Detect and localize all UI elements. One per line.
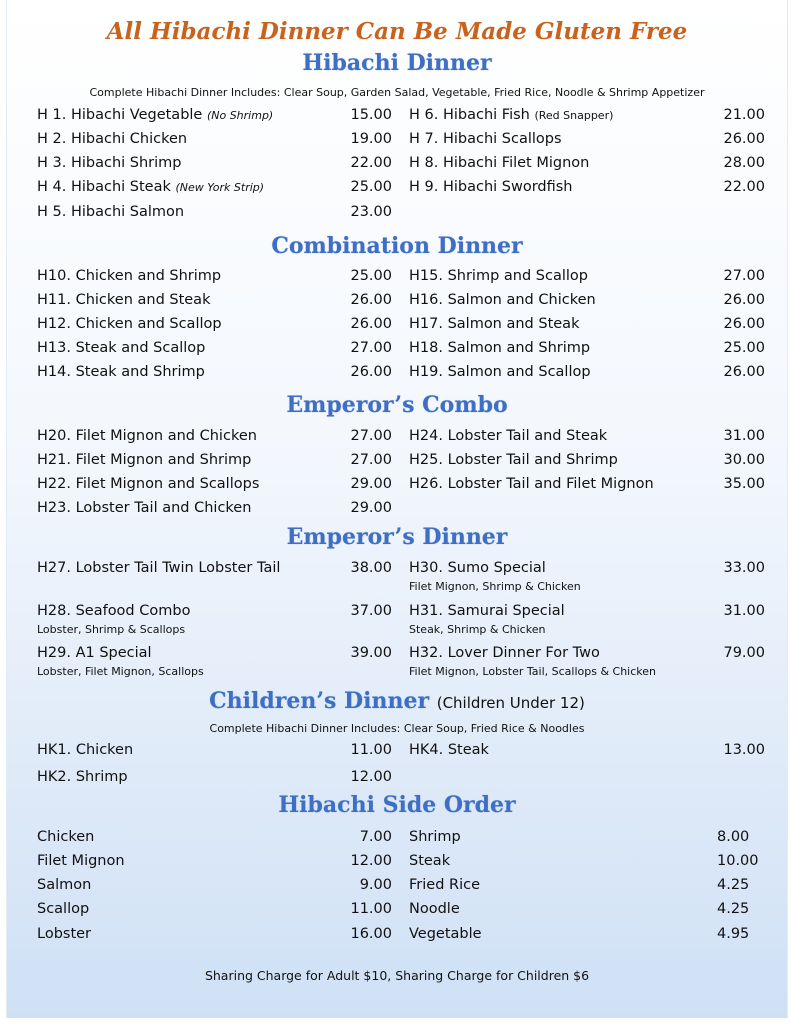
item-name: H13. Steak and Scallop bbox=[37, 340, 206, 356]
item-description: Filet Mignon, Lobster Tail, Scallops & Chicken bbox=[409, 665, 657, 678]
item-price: 21.00 bbox=[723, 107, 765, 123]
item-price: 9.00 bbox=[359, 877, 392, 893]
emperors-combo-title: Emperor’s Combo bbox=[286, 392, 508, 418]
item-name: H 5. Hibachi Salmon bbox=[37, 204, 185, 220]
item-name: H20. Filet Mignon and Chicken bbox=[37, 428, 257, 444]
item-price: 26.00 bbox=[350, 364, 392, 380]
item-price: 26.00 bbox=[723, 316, 765, 332]
item-name: H19. Salmon and Scallop bbox=[409, 364, 591, 380]
item-description: Steak, Shrimp & Chicken bbox=[409, 623, 546, 636]
item-qualifier: (New York Strip) bbox=[175, 181, 265, 194]
item-price: 35.00 bbox=[723, 476, 765, 492]
item-price: 25.00 bbox=[723, 340, 765, 356]
item-qualifier: (Red Snapper) bbox=[534, 109, 614, 122]
hibachi-dinner-title: Hibachi Dinner bbox=[302, 50, 492, 76]
item-price: 30.00 bbox=[723, 452, 765, 468]
menu-page bbox=[6, 0, 788, 1018]
item-price: 29.00 bbox=[350, 476, 392, 492]
sharing-charge-note: Sharing Charge for Adult $10, Sharing Charge for Children $6 bbox=[204, 968, 590, 983]
item-name: H 7. Hibachi Scallops bbox=[409, 131, 562, 147]
item-name: H25. Lobster Tail and Shrimp bbox=[409, 452, 618, 468]
item-name: H 9. Hibachi Swordfish bbox=[409, 179, 573, 195]
item-name: H 3. Hibachi Shrimp bbox=[37, 155, 182, 171]
hibachi-dinner-includes: Complete Hibachi Dinner Includes: Clear Soup, Garden Salad, Vegetable, Fried Rice, Noodle & Shrimp Appetizer bbox=[89, 86, 705, 99]
item-price: 31.00 bbox=[723, 603, 765, 619]
item-price: 16.00 bbox=[350, 926, 392, 942]
childrens-dinner-title: Children’s Dinner (Children Under 12) bbox=[209, 688, 585, 714]
item-name: Noodle bbox=[409, 901, 460, 917]
item-price: 12.00 bbox=[350, 769, 392, 785]
item-price: 25.00 bbox=[350, 268, 392, 284]
item-price: 11.00 bbox=[350, 742, 392, 758]
item-description: Lobster, Filet Mignon, Scallops bbox=[37, 665, 204, 678]
item-price: 4.95 bbox=[717, 926, 750, 942]
item-name: HK2. Shrimp bbox=[37, 769, 128, 785]
item-name: H11. Chicken and Steak bbox=[37, 292, 211, 308]
item-price: 79.00 bbox=[723, 645, 765, 661]
item-name: Shrimp bbox=[409, 829, 461, 845]
item-price: 22.00 bbox=[723, 179, 765, 195]
item-price: 25.00 bbox=[350, 179, 392, 195]
item-price: 39.00 bbox=[350, 645, 392, 661]
item-name: H22. Filet Mignon and Scallops bbox=[37, 476, 260, 492]
item-name: H24. Lobster Tail and Steak bbox=[409, 428, 608, 444]
item-name: H28. Seafood Combo bbox=[37, 603, 191, 619]
item-price: 19.00 bbox=[350, 131, 392, 147]
item-name: H31. Samurai Special bbox=[409, 603, 565, 619]
item-price: 26.00 bbox=[723, 292, 765, 308]
item-name: H16. Salmon and Chicken bbox=[409, 292, 596, 308]
item-name: Chicken bbox=[37, 829, 95, 845]
item-name: Fried Rice bbox=[409, 877, 481, 893]
item-price: 26.00 bbox=[723, 131, 765, 147]
item-price: 28.00 bbox=[723, 155, 765, 171]
childrens-dinner-includes: Complete Hibachi Dinner Includes: Clear Soup, Fried Rice & Noodles bbox=[209, 722, 585, 735]
side-order-title: Hibachi Side Order bbox=[278, 792, 516, 818]
item-price: 26.00 bbox=[723, 364, 765, 380]
item-price: 10.00 bbox=[717, 853, 759, 869]
gluten-free-banner: All Hibachi Dinner Can Be Made Gluten Free bbox=[106, 18, 688, 45]
item-name: H32. Lover Dinner For Two bbox=[409, 645, 600, 661]
item-name: H12. Chicken and Scallop bbox=[37, 316, 222, 332]
item-name: H 4. Hibachi Steak (New York Strip) bbox=[37, 179, 265, 195]
item-price: 27.00 bbox=[350, 452, 392, 468]
item-name: H23. Lobster Tail and Chicken bbox=[37, 500, 252, 516]
item-price: 27.00 bbox=[350, 428, 392, 444]
item-price: 38.00 bbox=[350, 560, 392, 576]
item-name: H10. Chicken and Shrimp bbox=[37, 268, 222, 284]
item-price: 23.00 bbox=[350, 204, 392, 220]
item-name: H29. A1 Special bbox=[37, 645, 152, 661]
item-name: H14. Steak and Shrimp bbox=[37, 364, 205, 380]
item-name: Salmon bbox=[37, 877, 92, 893]
item-price: 4.25 bbox=[717, 901, 750, 917]
item-name: H21. Filet Mignon and Shrimp bbox=[37, 452, 252, 468]
item-price: 8.00 bbox=[717, 829, 750, 845]
item-name: Vegetable bbox=[409, 926, 482, 942]
item-name: Filet Mignon bbox=[37, 853, 125, 869]
emperors-dinner-title: Emperor’s Dinner bbox=[286, 524, 508, 550]
item-name: HK1. Chicken bbox=[37, 742, 134, 758]
item-price: 4.25 bbox=[717, 877, 750, 893]
item-name: H18. Salmon and Shrimp bbox=[409, 340, 591, 356]
item-price: 31.00 bbox=[723, 428, 765, 444]
item-name: H27. Lobster Tail Twin Lobster Tail bbox=[37, 560, 281, 576]
item-price: 13.00 bbox=[723, 742, 765, 758]
item-name: Scallop bbox=[37, 901, 90, 917]
item-name: H 8. Hibachi Filet Mignon bbox=[409, 155, 590, 171]
item-name: H30. Sumo Special bbox=[409, 560, 546, 576]
item-description: Filet Mignon, Shrimp & Chicken bbox=[409, 580, 581, 593]
item-price: 15.00 bbox=[350, 107, 392, 123]
item-price: 12.00 bbox=[350, 853, 392, 869]
item-name: H 6. Hibachi Fish (Red Snapper) bbox=[409, 107, 614, 123]
item-name: HK4. Steak bbox=[409, 742, 489, 758]
item-description: Lobster, Shrimp & Scallops bbox=[37, 623, 186, 636]
item-name: Lobster bbox=[37, 926, 92, 942]
item-price: 27.00 bbox=[350, 340, 392, 356]
combination-dinner-title: Combination Dinner bbox=[271, 233, 523, 259]
item-price: 27.00 bbox=[723, 268, 765, 284]
item-name: H 1. Hibachi Vegetable (No Shrimp) bbox=[37, 107, 274, 123]
item-name: H15. Shrimp and Scallop bbox=[409, 268, 588, 284]
childrens-dinner-age-note: (Children Under 12) bbox=[436, 694, 585, 712]
item-price: 29.00 bbox=[350, 500, 392, 516]
item-price: 37.00 bbox=[350, 603, 392, 619]
item-name: Steak bbox=[409, 853, 451, 869]
item-price: 22.00 bbox=[350, 155, 392, 171]
item-name: H26. Lobster Tail and Filet Mignon bbox=[409, 476, 654, 492]
item-name: H 2. Hibachi Chicken bbox=[37, 131, 188, 147]
item-qualifier: (No Shrimp) bbox=[206, 109, 274, 122]
item-price: 33.00 bbox=[723, 560, 765, 576]
item-price: 26.00 bbox=[350, 292, 392, 308]
item-name: H17. Salmon and Steak bbox=[409, 316, 580, 332]
item-price: 26.00 bbox=[350, 316, 392, 332]
item-price: 7.00 bbox=[359, 829, 392, 845]
item-price: 11.00 bbox=[350, 901, 392, 917]
